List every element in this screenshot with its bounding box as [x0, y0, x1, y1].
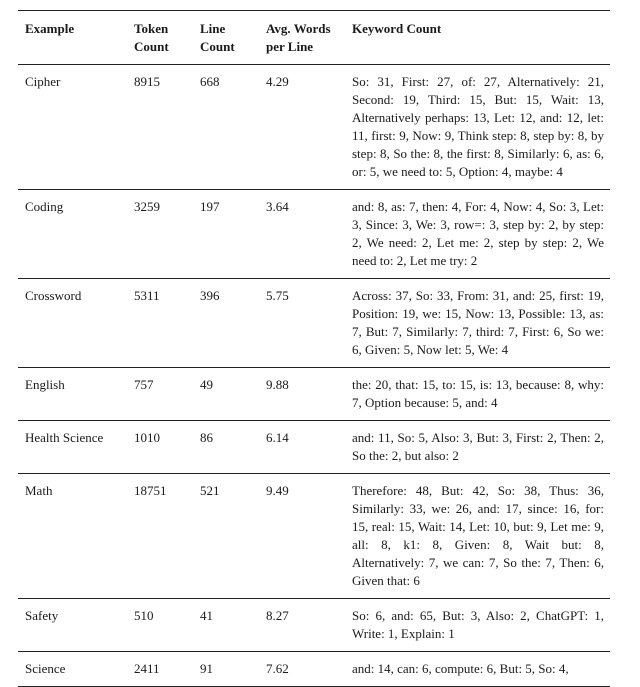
- header-token-count: [128, 11, 194, 65]
- cell-example: Cipher: [25, 74, 61, 89]
- cell-keyword-count: and: 11, So: 5, Also: 3, But: 3, First: 2, Then: 2, So the: 2, but also: 2: [352, 430, 604, 463]
- header-token-line2: Count: [134, 39, 169, 54]
- cell-line-count: 197: [200, 199, 220, 214]
- cell-keyword-count: Across: 37, So: 33, From: 31, and: 25, first: 19, Position: 19, we: 15, Now: 13, Possible: 13, as: 7, But: 7, Similarly: 7, third: 7, First: 6, So we: 6, Given: 5, Now let: 5, We: 4: [352, 288, 604, 357]
- header-line-line1: Line: [200, 21, 226, 36]
- cell-avg-words: 3.64: [266, 199, 289, 214]
- header-token-line1: Token: [134, 21, 169, 36]
- table-row: [18, 652, 610, 687]
- table-row: [18, 599, 610, 652]
- cell-line-count: 396: [200, 288, 220, 303]
- cell-line-count: 521: [200, 483, 220, 498]
- cell-token-count: 3259: [134, 199, 160, 214]
- cell-example: Crossword: [25, 288, 82, 303]
- cell-token-count: 1010: [134, 430, 160, 445]
- header-row: [18, 11, 610, 65]
- cell-keyword-count: and: 8, as: 7, then: 4, For: 4, Now: 4, So: 3, Let: 3, Since: 3, We: 3, row=: 3, step by: 2, by step: 2, We need: 2, Let me: 2, step by step: 2, We need to: 2, Let me try: 2: [352, 199, 604, 268]
- header-example-label: Example: [25, 21, 75, 36]
- table-row: [18, 474, 610, 599]
- cell-avg-words: 5.75: [266, 288, 289, 303]
- cell-keyword-count: Therefore: 48, But: 42, So: 38, Thus: 36, Similarly: 33, we: 26, and: 17, since: 16, for: 15, real: 15, Wait: 14, Let: 10, but: 9, Let me: 9, all: 8, k1: 8, Given: 8, Wait but: 8, Alternatively: 7, we can: 7, So the: 7, Then: 6, Given that: 6: [352, 483, 604, 588]
- cell-example: Safety: [25, 608, 59, 623]
- cell-avg-words: 4.29: [266, 74, 289, 89]
- cell-example: English: [25, 377, 65, 392]
- cell-line-count: 86: [200, 430, 213, 445]
- table-header: [18, 11, 610, 65]
- cell-example: Math: [25, 483, 53, 498]
- cell-avg-words: 9.88: [266, 377, 289, 392]
- header-keyword-label: Keyword Count: [352, 21, 442, 36]
- cell-token-count: 18751: [134, 483, 167, 498]
- header-line-line2: Count: [200, 39, 235, 54]
- header-avg-line2: per Line: [266, 39, 314, 54]
- table-row: [18, 421, 610, 474]
- cell-token-count: 8915: [134, 74, 160, 89]
- cell-line-count: 49: [200, 377, 213, 392]
- keyword-stats-table-container: [18, 10, 610, 687]
- header-avg-line1: Avg. Words: [266, 21, 331, 36]
- table-row: [18, 65, 610, 190]
- cell-avg-words: 9.49: [266, 483, 289, 498]
- header-example: [18, 11, 128, 65]
- cell-token-count: 757: [134, 377, 154, 392]
- cell-keyword-count: So: 31, First: 27, of: 27, Alternatively: 21, Second: 19, Third: 15, But: 15, Wait: 13, Alternatively perhaps: 13, Let: 12, and: 12, let: 11, first: 9, Now: 9, Think step: 8, step by: 8, by step: 8, So the: 8, the first: 8, Similarly: 6, as: 6, or: 5, we need to: 5, Option: 4, maybe: 4: [352, 74, 604, 179]
- cell-line-count: 668: [200, 74, 220, 89]
- header-keyword-count: [346, 11, 610, 65]
- table-row: [18, 279, 610, 368]
- cell-avg-words: 8.27: [266, 608, 289, 623]
- keyword-stats-table: [18, 10, 610, 687]
- cell-keyword-count: and: 14, can: 6, compute: 6, But: 5, So: 4,: [352, 661, 569, 676]
- header-line-count: [194, 11, 260, 65]
- cell-line-count: 41: [200, 608, 213, 623]
- cell-token-count: 510: [134, 608, 154, 623]
- cell-line-count: 91: [200, 661, 213, 676]
- header-avg-words: [260, 11, 346, 65]
- cell-avg-words: 7.62: [266, 661, 289, 676]
- table-row: [18, 368, 610, 421]
- cell-token-count: 5311: [134, 288, 160, 303]
- table-body: [18, 65, 610, 687]
- cell-token-count: 2411: [134, 661, 160, 676]
- cell-keyword-count: So: 6, and: 65, But: 3, Also: 2, ChatGPT: 1, Write: 1, Explain: 1: [352, 608, 604, 641]
- cell-example: Health Science: [25, 430, 104, 445]
- cell-example: Science: [25, 661, 66, 676]
- table-row: [18, 190, 610, 279]
- cell-example: Coding: [25, 199, 64, 214]
- cell-avg-words: 6.14: [266, 430, 289, 445]
- cell-keyword-count: the: 20, that: 15, to: 15, is: 13, because: 8, why: 7, Option because: 5, and: 4: [352, 377, 604, 410]
